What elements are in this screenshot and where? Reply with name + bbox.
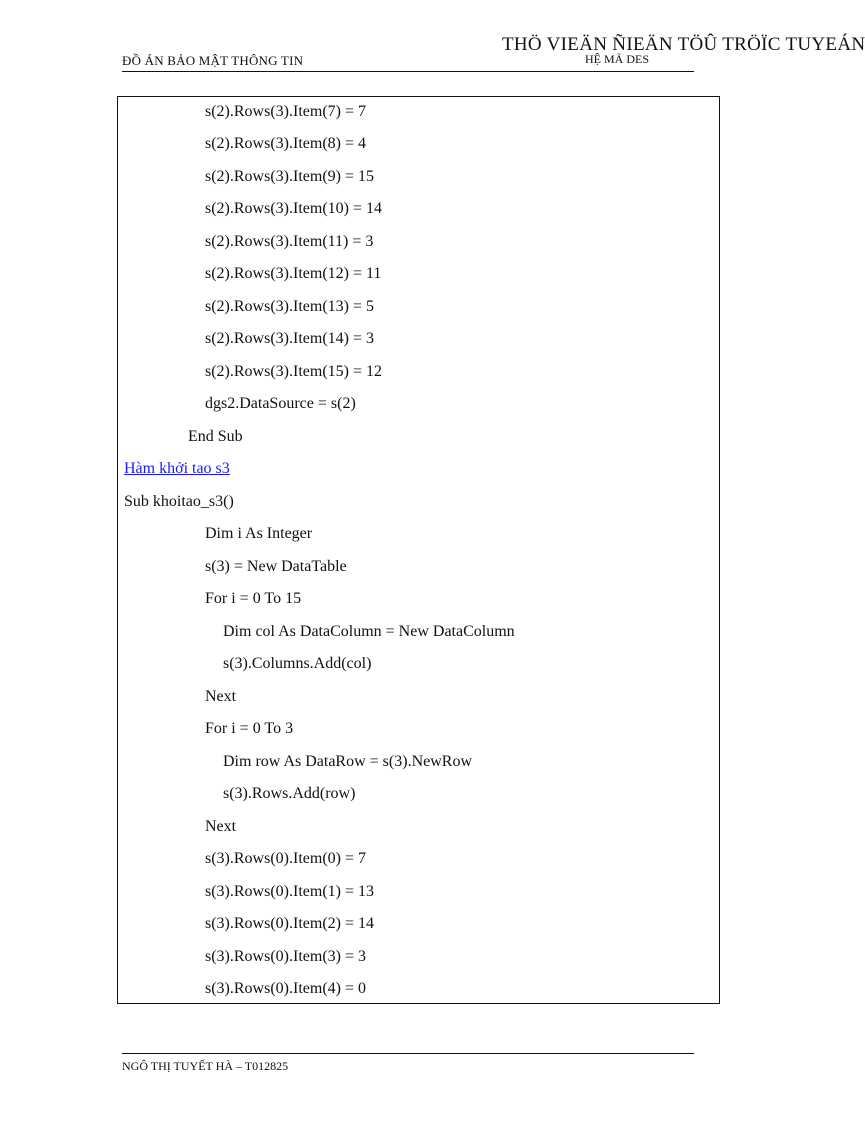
- code-line: s(3).Rows(0).Item(4) = 0: [205, 980, 366, 997]
- code-line: Dim col As DataColumn = New DataColumn: [223, 623, 515, 640]
- code-line: s(2).Rows(3).Item(15) = 12: [205, 363, 382, 380]
- code-line: dgs2.DataSource = s(2): [205, 395, 356, 412]
- code-line: s(2).Rows(3).Item(12) = 11: [205, 265, 382, 282]
- footer-divider: [122, 1053, 694, 1054]
- code-line: s(2).Rows(3).Item(14) = 3: [205, 330, 374, 347]
- code-line: For i = 0 To 3: [205, 720, 294, 737]
- code-line: s(2).Rows(3).Item(8) = 4: [205, 135, 366, 152]
- code-line: s(3).Columns.Add(col): [223, 655, 372, 672]
- code-line: Sub khoitao_s3(): [124, 493, 234, 510]
- code-line: s(2).Rows(3).Item(7) = 7: [205, 103, 366, 120]
- code-line: s(2).Rows(3).Item(10) = 14: [205, 200, 382, 217]
- code-line: End Sub: [188, 428, 243, 445]
- section-heading-link[interactable]: Hàm khởi tao s3: [124, 460, 230, 477]
- code-line: s(3).Rows(0).Item(1) = 13: [205, 883, 374, 900]
- code-listing-box: [117, 96, 720, 1004]
- header-divider: [122, 71, 694, 72]
- code-line: s(2).Rows(3).Item(13) = 5: [205, 298, 374, 315]
- code-line: s(2).Rows(3).Item(9) = 15: [205, 168, 374, 185]
- code-line: For i = 0 To 15: [205, 590, 302, 607]
- code-line: Next: [205, 818, 237, 835]
- author-credit: NGÔ THỊ TUYẾT HÀ – T012825: [122, 1059, 289, 1073]
- code-line: s(3).Rows(0).Item(0) = 7: [205, 850, 366, 867]
- code-line: s(3).Rows(0).Item(3) = 3: [205, 948, 366, 965]
- code-line: s(3) = New DataTable: [205, 558, 347, 575]
- code-line: s(2).Rows(3).Item(11) = 3: [205, 233, 374, 250]
- code-line: s(3).Rows(0).Item(2) = 14: [205, 915, 374, 932]
- library-watermark: THÖ VIEÄN ÑIEÄN TÖÛ TRÖÏC TUYEÁN: [502, 34, 865, 55]
- document-title: ĐỒ ÁN BẢO MẬT THÔNG TIN: [122, 53, 304, 68]
- code-line: Next: [205, 688, 237, 705]
- code-line: Dim row As DataRow = s(3).NewRow: [223, 753, 472, 770]
- chapter-title: HỆ MÃ DES: [585, 52, 650, 66]
- code-line: s(3).Rows.Add(row): [223, 785, 356, 802]
- code-line: Dim i As Integer: [205, 525, 313, 542]
